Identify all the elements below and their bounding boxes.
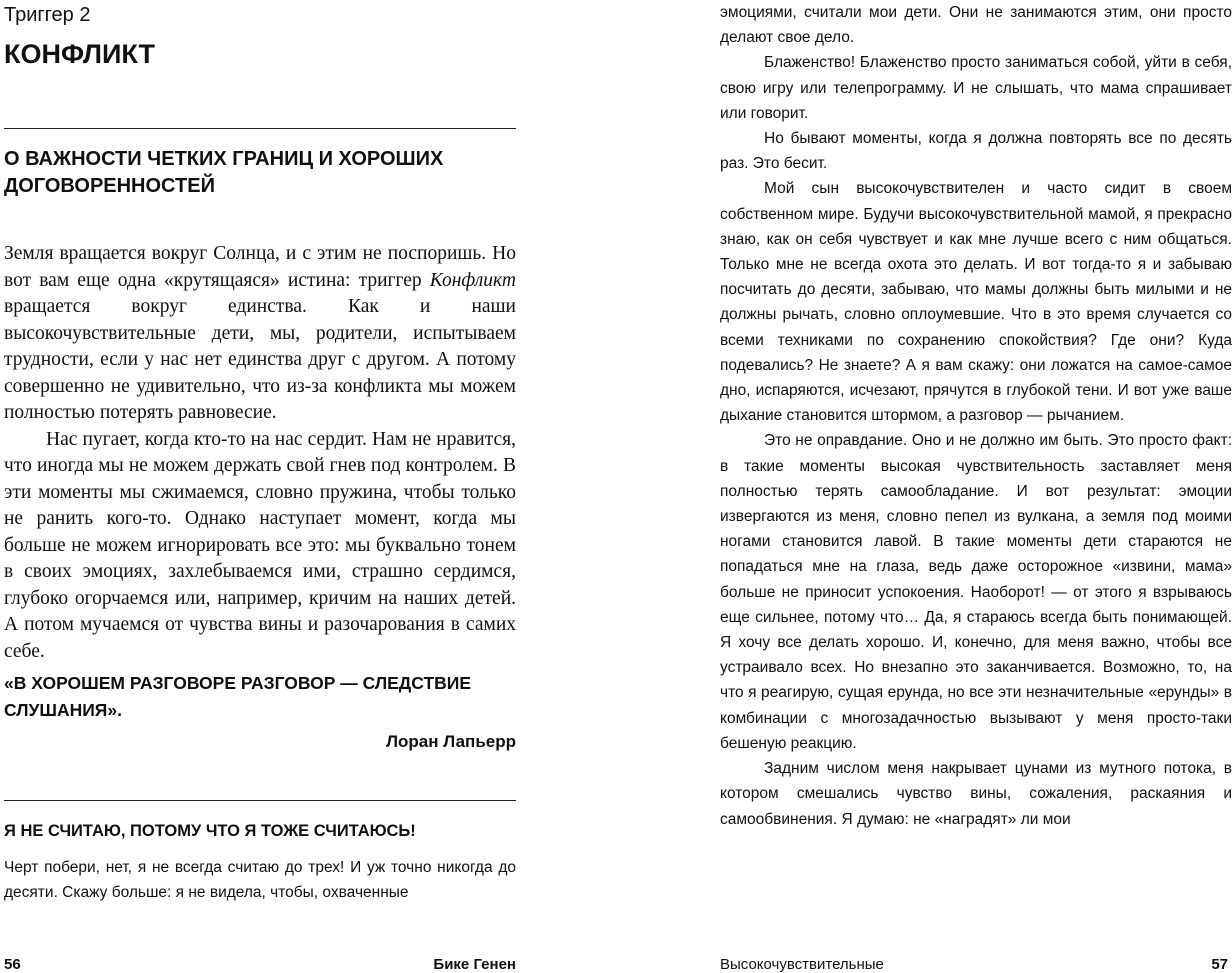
body-paragraph: Нас пугает, когда кто-то на нас сердит. Нам не нравится, что иногда мы не можем держать свой гнев под контролем. В эти моменты мы сжимаемся, словно пружина, чтобы только не ранить кого-то. Однако наступает момент, когда мы больше не можем игнорировать все это: мы буквально тонем в своих эмоциях, захлебываемся ими, страшно сердимся, глубоко огорчаемся или, например, кричим на наших детей. А потом мучаемся от чувства вины и разочарования в самих себе. <box>4 428 516 662</box>
section-divider <box>4 128 516 129</box>
body-paragraph: эмоциями, считали мои дети. Они не занимаются этим, они просто делают свое дело. <box>720 4 1232 47</box>
page-number: 57 <box>1211 956 1228 973</box>
running-title: Высокочувствительные <box>720 956 884 973</box>
running-author: Бике Генен <box>433 956 516 973</box>
trigger-label: Триггер 2 <box>4 4 91 26</box>
left-page <box>0 0 520 972</box>
body-text-run: вращается вокруг единства. Как и наши высокочувствительные дети, мы, родители, испытываем трудности, если у нас нет единства друг с другом. А потому совершенно не удивительно, что из-за конфликта мы можем полностью потерять равновесие. <box>4 296 516 423</box>
body-paragraph: Но бывают моменты, когда я должна повторять все по десять раз. Это бесит. <box>720 130 1232 173</box>
body-text-run: Земля вращается вокруг Солнца, и с этим не поспоришь. Но вот вам еще одна «крутящаяся» истина: триггер <box>4 243 516 291</box>
body-paragraph: Задним числом меня накрывает цунами из мутного потока, в котором смешались чувство вины, сожаления, раскаяния и самообвинения. Я думаю: не «наградят» ли мои <box>720 760 1232 828</box>
body-paragraph: Это не оправдание. Оно и не должно им быть. Это просто факт: в такие моменты высокая чувствительность заставляет меня полностью терять самообладание. И вот результат: эмоции извергаются из меня, словно пепел из вулкана, а земля под моими ногами становится лавой. В такие моменты дети стараются не попадаться мне на глаза, ведь даже осторожное «извини, мама» больше не приносит успокоения. Наоборот! — от этого я взрываюсь еще сильнее, потому что… Да, я стараюсь всегда быть понимающей. Я хочу все делать хорошо. И, конечно, для меня важно, чтобы все устраивало всех. Но внезапно это заканчивается. Возможно, то, на что я реагирую, сущая ерунда, но все эти незначительные «ерунды» в комбинации с многозадачностью вызывают у меня просто-таки бешеную реакцию. <box>720 432 1232 752</box>
emphasis-text: Конфликт <box>429 269 516 291</box>
page-number: 56 <box>4 956 21 973</box>
body-paragraph: Черт побери, нет, я не всегда считаю до трех! И уж точно никогда до десяти. Скажу больше: я не видела, чтобы, охваченные <box>4 859 516 901</box>
quote-author: Лоран Лапьерр <box>386 732 516 751</box>
right-body-text <box>720 0 1232 832</box>
body-paragraph: Мой сын высокочувствителен и часто сидит в своем собственном мире. Будучи высокочувствительной мамой, я прекрасно знаю, как он себя чувствует и как мне лучше всего с ним общаться. Только мне не всегда охота это делать. И вот тогда-то я и забываю посчитать до десяти, забываю, что мамы должны быть милыми и не должны рычать, словно оплоумевшие. Что в это время случается со всеми техниками по сохранению спокойствия? Где они? Куда подевались? Не знаете? А я вам скажу: они ложатся на самое-самое дно, испаряются, исчезают, прячутся в глубокой тени. И вот уже ваше дыхание становится штормом, а разговор — рычанием. <box>720 180 1232 425</box>
main-body-text <box>4 241 516 665</box>
body-paragraph <box>4 241 516 427</box>
pull-quote: «В ХОРОШЕМ РАЗГОВОРЕ РАЗГОВОР — СЛЕДСТВИЕ СЛУШАНИЯ». <box>4 673 472 720</box>
right-page <box>716 0 1232 972</box>
section-heading: О ВАЖНОСТИ ЧЕТКИХ ГРАНИЦ И ХОРОШИХ ДОГОВОРЕННОСТЕЙ <box>4 148 444 197</box>
section-divider <box>4 800 516 801</box>
subsection-heading: Я НЕ СЧИТАЮ, ПОТОМУ ЧТО Я ТОЖЕ СЧИТАЮСЬ! <box>4 822 416 840</box>
chapter-title: КОНФЛИКТ <box>4 39 155 69</box>
subsection-body <box>4 855 516 905</box>
body-paragraph: Блаженство! Блаженство просто заниматься собой, уйти в себя, свою игру или телепрограмму. И не слышать, что мама спрашивает или говорит. <box>720 54 1232 122</box>
